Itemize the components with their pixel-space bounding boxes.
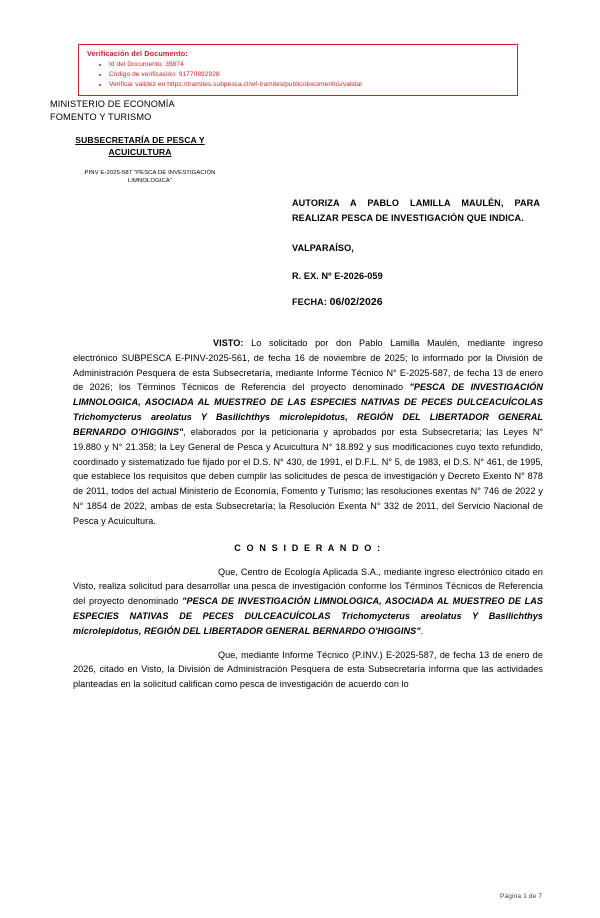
authorization-subject: AUTORIZA A PABLO LAMILLA MAULÉN, PARA REALIZAR PESCA DE INVESTIGACIÓN QUE INDICA. — [292, 198, 540, 223]
cons1-project-species-1: Trichomycterus areolatus — [341, 611, 462, 621]
date-label: FECHA: — [292, 297, 327, 308]
cons1-project-a: "PESCA DE INVESTIGACIÓN LIMNOLOGICA, ASOCIADA AL MUESTREO DE LAS ESPECIES NATIVAS DE PECES DULCEACUÍCOLAS — [73, 596, 543, 621]
list-item: • Verificar validez en https://tramites.subpesca.cl/wf-tramites/public/documentos/validar — [109, 80, 511, 90]
cons2-text: Que, mediante Informe Técnico (P.INV.) E-2025-587, de fecha 13 de enero de 2026, citado en Visto, la División de Administración Pesquera de esta Subsecretaría informa que las actividades planteadas en la solicitud califican como pesca de investigación de acuerdo con lo — [73, 649, 543, 690]
visto-project-species-1: Trichomycterus areolatus — [73, 412, 192, 423]
list-item: • Id del Documento: 35874 — [109, 60, 511, 70]
verification-box — [78, 44, 518, 96]
cons1-project-species-2: Basilichthys microlepidotus — [73, 611, 543, 636]
verification-list — [87, 60, 511, 90]
visto-project-conjunction: Y — [191, 412, 216, 423]
date-value: 06/02/2026 — [329, 297, 383, 309]
paragraph-visto — [73, 336, 543, 529]
header-right-column — [292, 196, 540, 308]
visto-label: VISTO: — [213, 338, 244, 348]
considerando-heading: C O N S I D E R A N D O : — [234, 542, 382, 553]
visto-project-a: "PESCA DE INVESTIGACIÓN LIMNOLOGICA, ASOCIADA AL MUESTREO DE LAS ESPECIES NATIVAS DE PECES DULCEACUÍCOLAS — [73, 382, 543, 408]
visto-text-b: , elaborados por la peticionaria y aprobados por esta Subsecretaría; las Leyes N° 19.880 y N° 21.358; la Ley General de Pesca y Acuicultura N° 18.892 y sus modificaciones cuyo texto refundido, coordinado y sistematizado fue fijado por el D.S. N° 430, de 1991, el D.F.L. N° 5, de 1983, el D.S. N° 461, de 1995, que establece los requisitos que deben cumplir las solicitudes de pesca de investigación y Decreto Exento N° 878 de 2011, todos del actual Ministerio de Economía, Fomento y Turismo; las resoluciones exentas N° 746 de 2022 y N° 1854 de 2022, ambas de esta Subsecretaría; la Resolución Exenta N° 332 de 2011, del Servicio Nacional de Pesca y Acuicultura. — [73, 426, 544, 526]
paragraph-considerando-1 — [73, 565, 543, 639]
resolution-number: R. EX. Nº E-2026-059 — [292, 271, 383, 282]
project-reference-line-1: PINV E-2025-587 "PESCA DE INVESTIGACIÓN — [84, 169, 216, 176]
paragraph-considerando-2 — [73, 648, 543, 692]
letterhead — [50, 98, 300, 186]
city-line: VALPARAÍSO, — [292, 243, 354, 254]
ministry-line-1: MINISTERIO DE ECONOMÍA — [50, 99, 175, 109]
visto-text-a: Lo solicitado por don Pablo Lamilla Maulén, mediante ingreso electrónico SUBPESCA E-PINV-2025-561, de fecha 16 de noviembre de 2025; lo informado por la División de Administración Pesquera de esta Subsecretaría, mediante Informe Técnico N° E-2025-587, de fecha 13 de enero de 2026; los Términos Técnicos de Referencia del proyecto denominado — [73, 338, 543, 393]
cons1-text-a: Que, Centro de Ecología Aplicada S.A., mediante ingreso electrónico citado en Visto, realiza solicitud para desarrollar una pesca de investigación conforme los Términos Técnicos de Referencia del proyecto denominado — [73, 566, 543, 607]
ministry-line-2: FOMENTO Y TURISMO — [50, 112, 152, 123]
visto-project-species-2: Basilichthys microlepidotus — [215, 412, 346, 423]
page-footer: Página 1 de 7 — [500, 893, 542, 900]
project-reference — [50, 169, 250, 186]
project-reference-line-2: LIMNOLOGICA" — [127, 178, 173, 185]
cons1-text-b: . — [420, 625, 424, 636]
document-body — [73, 336, 543, 701]
cons1-project-b: , REGIÓN DEL LIBERTADOR GENERAL BERNARDO O'HIGGINS" — [138, 625, 421, 636]
date-line — [292, 297, 540, 308]
visto-project-b: , REGIÓN DEL LIBERTADOR GENERAL BERNARDO O'HIGGINS" — [73, 412, 543, 437]
list-item: • Código de verificación: 91770892928 — [109, 70, 511, 80]
cons1-project-conjunction: Y — [461, 611, 489, 621]
subsecretaria-block — [50, 134, 230, 159]
verification-title: Verificación del Documento: — [87, 49, 188, 58]
subsecretaria-line-2: ACUICULTURA — [108, 147, 172, 158]
subsecretaria-line-1: SUBSECRETARÍA DE PESCA Y — [75, 134, 205, 145]
